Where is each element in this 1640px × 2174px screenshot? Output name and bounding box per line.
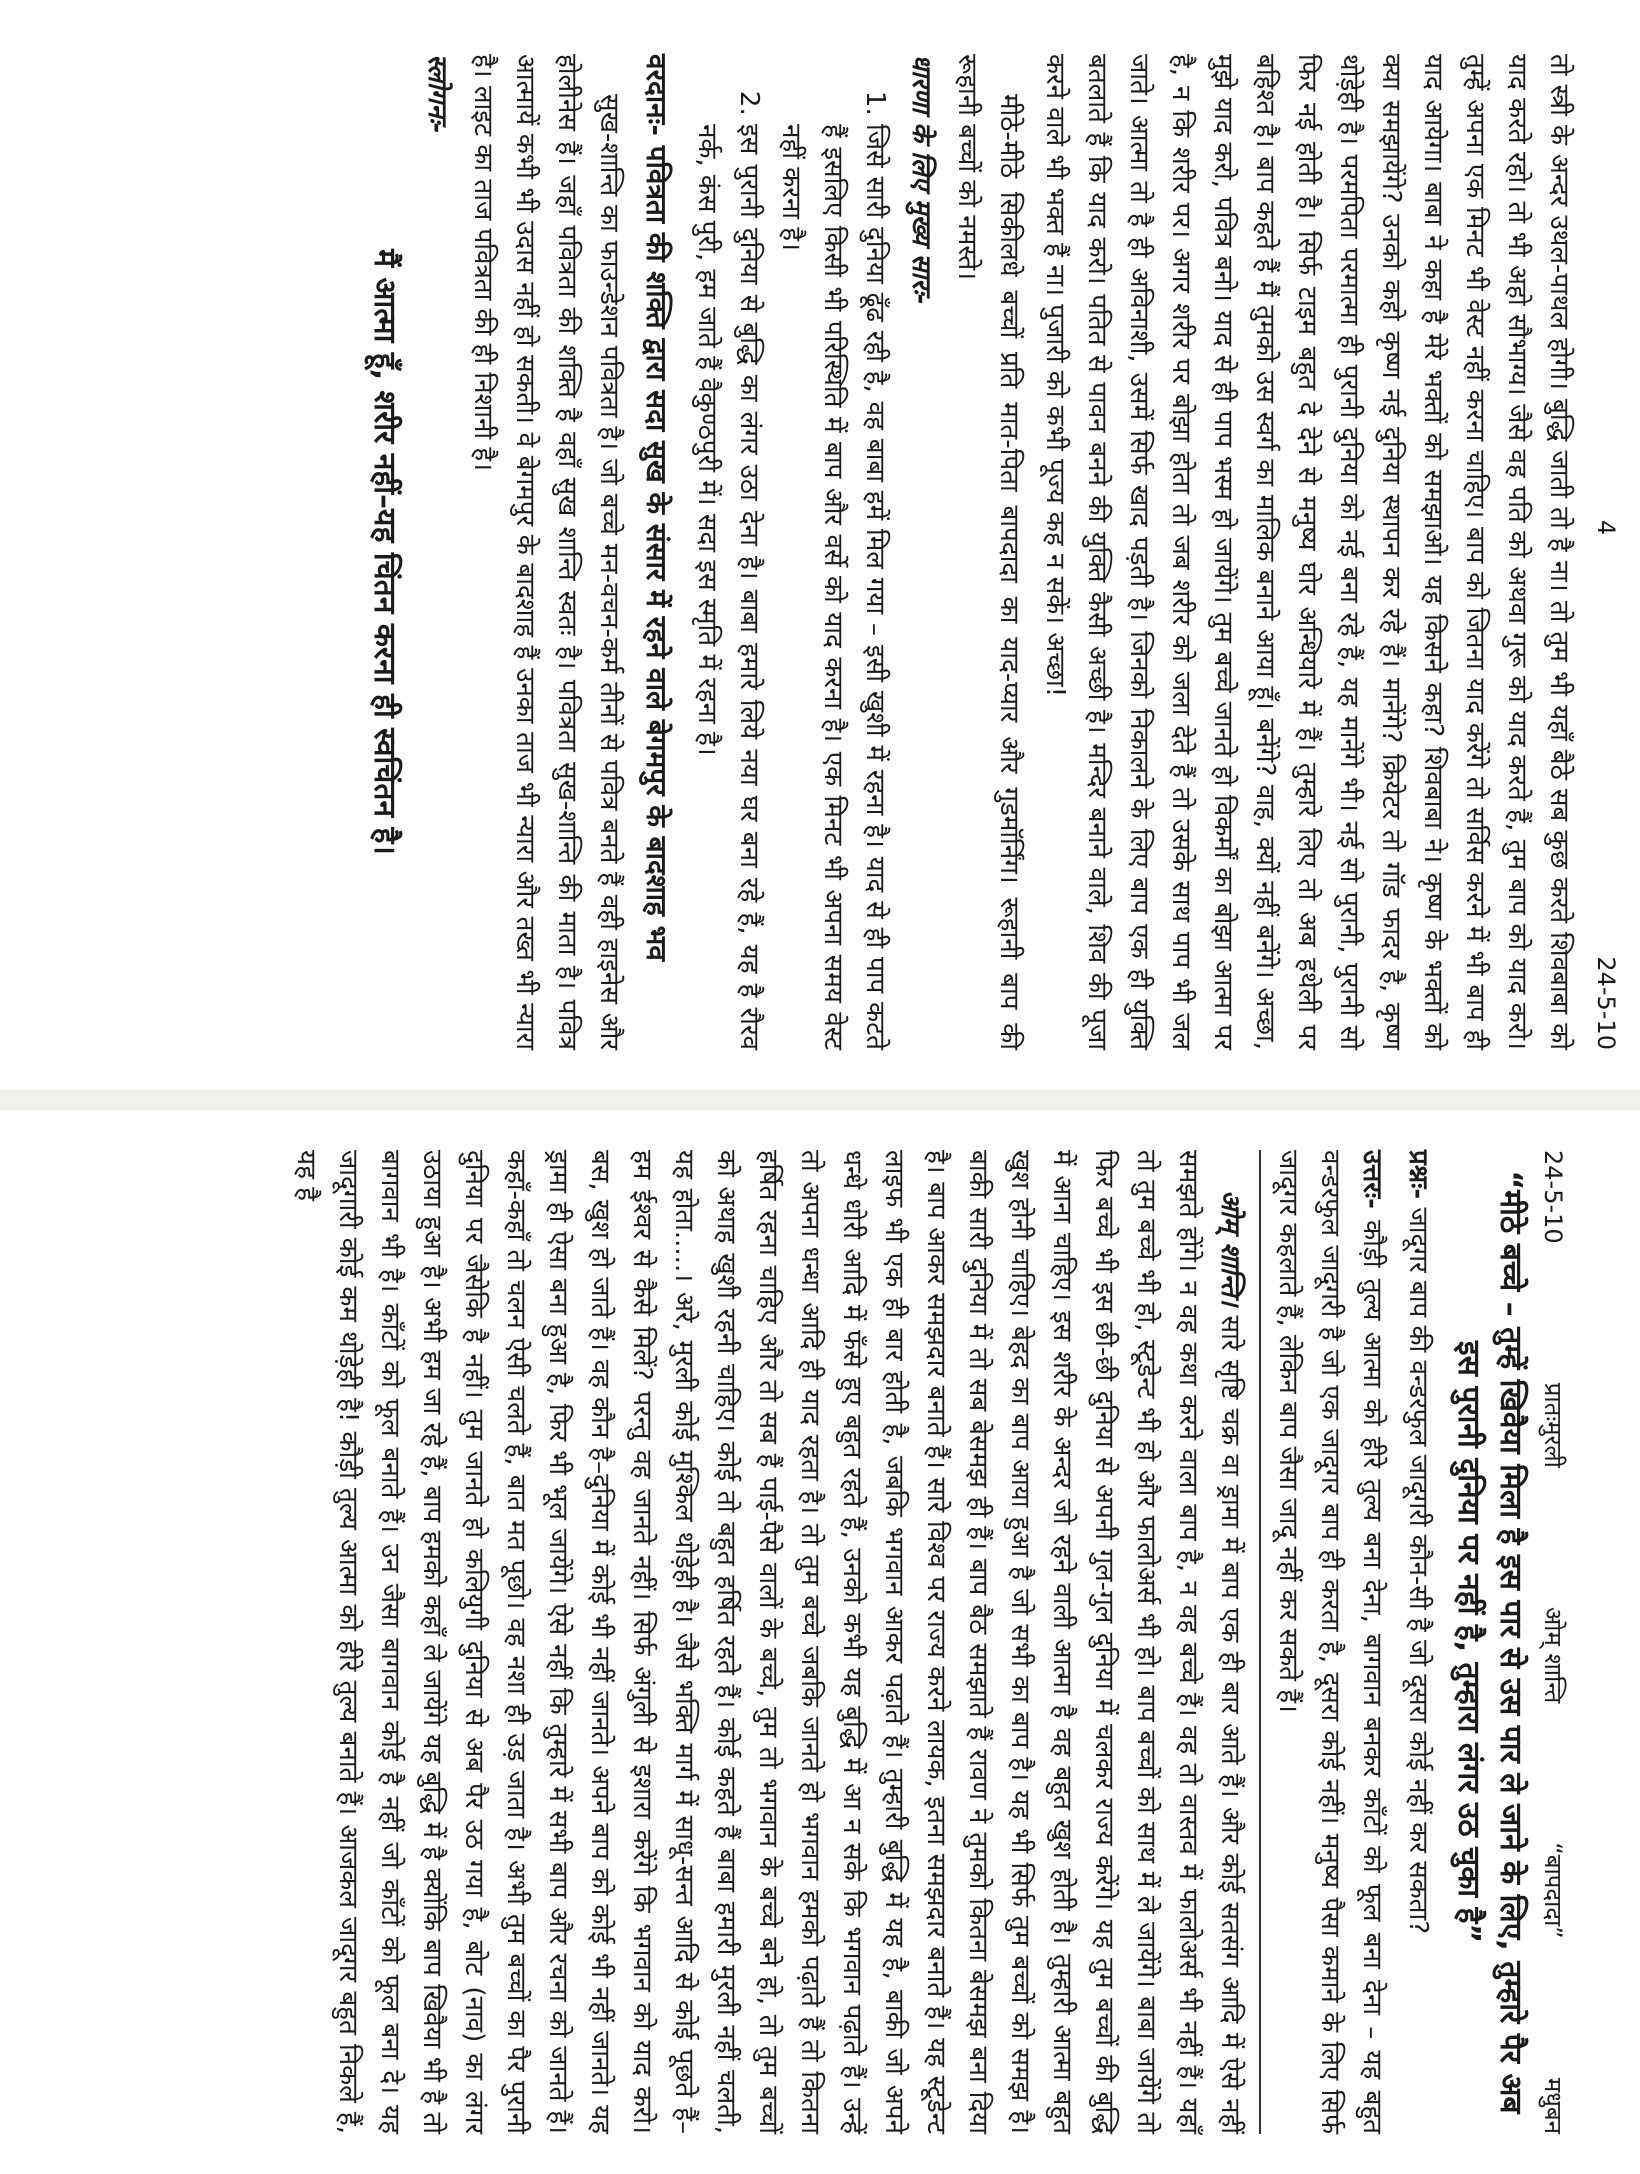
page-date: 24-5-10 [1592, 956, 1620, 1050]
question-text: जादूगर बाप की वन्डरफुल जादूगरी कौन-सी है जो दूसरा कोई नहीं कर सकता? [1403, 1207, 1433, 1934]
vardan-heading [634, 54, 678, 1050]
murli-body [285, 1150, 1251, 2134]
dharna-heading: धारणा के लिए मुख्य सारः- [906, 54, 936, 305]
dharna-point: 1. जिसे सारी दुनिया ढूँढ रही है, वह बाबा हमें मिल गया – इसी खुशी में रहना है। याद से ही पाप कटते हैं इसलिए किसी भी परिस्थिति में बाप और वर्से को याद करना है। एक मिनट भी अपना समय वेस्ट नहीं करना है। [770, 124, 896, 1050]
vardan-text: सुख-शान्ति का फाउन्डेशन पवित्रता है। जो बच्चे मन-वचन-कर्म तीनों से पवित्र बनते हैं वही हाइनेस और होलीनेस हैं। जहाँ पवित्रता की शक्ति है वहाँ सुख शान्ति स्वतः है। पवित्रता सुख-शान्ति की माता है। पवित्र आत्मायें कभी भी उदास नहीं हो सकती। वे बेगमपुर के बादशाह हैं उनका ताज भी न्यारा और तख्त भी न्यारा है। लाइट का ताज पवित्रता की ही निशानी है। [468, 54, 624, 1050]
vardan-label: वरदानः- [640, 54, 673, 136]
murli-title: “मीठे बच्चे – तुम्हें खिवैया मिला है इस पार से उस पार ले जाने के लिए, तुम्हारे पैर अब इस पुरानी दुनिया पर नहीं है, तुम्हारा लंगर उठ चुका है” [1451, 1170, 1528, 2114]
answer [1267, 1150, 1393, 2134]
murli-greeting: ओम् शान्ति [1539, 1606, 1567, 1704]
answer-label: उत्तरः- [1357, 1150, 1387, 1209]
slogan-text: मैं आत्मा हूँ, शरीर नहीं–यह चिंतन करना ही स्वचिंतन है। [367, 249, 402, 855]
murli-page [0, 1110, 1640, 2174]
vardan-title: पवित्रता की शक्ति द्वारा सदा सुख के संसार में रहने वाले बेगमपुर के बादशाह भव [640, 145, 673, 961]
page-number: 4 [1592, 520, 1620, 536]
question-label: प्रश्नः- [1403, 1150, 1433, 1200]
murli-type: प्रातःमुरली [1539, 1382, 1567, 1468]
murli-speaker: “बापदादा” [1539, 1842, 1567, 1939]
divider [1259, 1150, 1261, 2134]
dharna-list [686, 54, 896, 1050]
question [1397, 1150, 1439, 2134]
paragraph-continuation: तो स्त्री के अन्दर उथल-पाथल होगी। बुद्धि जाती तो है ना। तो तुम भी यहाँ बैठे सब कुछ करते शिवबाबा को याद करते रहो। तो भी अहो सौभाग्य। जैसे वह पति को अथवा गुरू को याद करते हैं, तुम बाप को याद करो। तुम्हें अपना एक मिनट भी वेस्ट नहीं करना चाहिए। बाप को जितना याद करेंगे तो सर्विस करने में भी बाप ही याद आयेगा। बाबा ने कहा है मेरे भक्तों को समझाओ। यह किसने कहा? शिवबाबा ने। कृष्ण के भक्तों को क्या समझायेंगे? उनको कहो कृष्ण नई दुनिया स्थापन कर रहे हैं। मानेंगे? क्रियेटर तो गॉड फादर है, कृष्ण थोड़ेही है। परमपिता परमात्मा ही पुरानी दुनिया को नई बना रहे हैं, यह मानेंगे भी। नई सो पुरानी, पुरानी सो फिर नई होती है। सिर्फ टाइम बहुत दे देने से मनुष्य घोर अन्धियारे में हैं। तुम्हारे लिए तो अब हथेली पर बहिश्त है। बाप कहते हैं मैं तुमको उस स्वर्ग का मालिक बनाने आया हूँ। बनेंगे? वाह, क्यों नहीं बनेंगे। अच्छा, मुझे याद करो, पवित्र बनो। याद से ही पाप भस्म हो जायेंगे। तुम बच्चे जानते हो विकर्मों का बोझा आत्मा पर है, न कि शरीर पर। अगर शरीर पर बोझा होता तो जब शरीर को जला देते हैं तो उसके साथ पाप भी जल जाते। आत्मा तो है ही अविनाशी, उसमें सिर्फ खाद पड़ती है। जिनको निकालने के लिए बाप एक ही युक्ति बतलाते हैं कि याद करो। पतित से पावन बनने की युक्ति कैसी अच्छी है। मन्दिर बनाने वाले, शिव की पूजा करने वाले भी भक्त हैं ना। पुजारी को कभी पूज्य कह न सकें। अच्छा! [1040, 54, 1574, 1050]
answer-text: कौड़ी तुल्य आत्मा को हीरे तुल्य बना देना, बागवान बनकर काँटों को फूल बना देना – यह बहुत वन्डरफुल जादूगरी है जो एक जादूगर बाप ही करता है, दूसरा कोई नहीं। मनुष्य पैसा कमाने के लिए सिर्फ जादूगर कहलाते हैं, लेकिन बाप जैसा जादू नहीं कर सकते हैं। [1273, 1150, 1387, 2134]
intro-label: ओम् शान्ति। [1215, 1190, 1245, 1307]
paragraph-greeting: मीठे-मीठे सिकीलधे बच्चों प्रति मात-पिता बापदादा का याद-प्यार और गुडमॉर्निंग। रूहानी बाप की रूहानी बच्चों को नमस्ते। [952, 54, 1024, 1050]
murli-date: 24-5-10 [1539, 1150, 1567, 1244]
murli-place: मधुबन [1539, 2077, 1567, 2134]
slogan-label: स्लोगनः- [422, 54, 452, 134]
murli-paragraph: सारे सृष्टि चक्र वा ड्रामा में बाप एक ही बार आते हैं। और कोई सतसंग आदि में ऐसे नहीं समझते होंगे। न वह कथा करने वाला बाप है, न वह बच्चे हैं। वह तो वास्तव में फालोअर्स भी नहीं हैं। यहाँ तो तुम बच्चे भी हो, स्टूडेन्ट भी हो और फालोअर्स भी हो। बाप बच्चों को साथ में ले जायेंगे। बाबा जायेंगे तो फिर बच्चे भी इस छी-छी दुनिया से अपनी गुल-गुल दुनिया में चलकर राज्य करेंगे। यह तुम बच्चों की बुद्धि में आना चाहिए। इस शरीर के अन्दर जो रहने वाली आत्मा है वह बहुत खुश होती है। तुम्हारी आत्मा बहुत खुश होनी चाहिए। बेहद का बाप आया हुआ है जो सभी का बाप है। यह भी सिर्फ तुम बच्चों को समझ है। बाकी सारी दुनिया में तो सब बेसमझ ही हैं। बाप बैठ समझाते हैं रावण ने तुमको कितना बेसमझ बना दिया है। बाप आकर समझदार बनाते हैं। सारे विश्व पर राज्य करने लायक, इतना समझदार बनाते हैं। यह स्टूडेन्ट लाइफ भी एक ही बार होती है, जबकि भगवान आकर पढ़ाते हैं। तुम्हारी बुद्धि में यह है, बाकी जो अपने धन्धे धोरी आदि में फँसे हुए बहुत रहते हैं, उनको कभी यह बुद्धि में आ न सके कि भगवान पढ़ाते हैं। उन्हें तो अपना धन्धा आदि ही याद रहता है। तो तुम बच्चे जबकि जानते हो भगवान हमको पढ़ाते हैं तो कितना हर्षित रहना चाहिए और तो सब हैं पाई-पैसे वालों के बच्चे, तुम तो भगवान के बच्चे बने हो, तो तुम बच्चों को अथाह खुशी रहनी चाहिए। कोई तो बहुत हर्षित रहते हैं। कोई कहते हैं बाबा हमारी मुरली नहीं चलती, यह होता.....। अरे, मुरली कोई मुश्किल थोड़ेही है। जैसे भक्ति मार्ग में साधू-सन्त आदि से कोई पूछते हैं–हम ईश्वर से कैसे मिलें? परन्तु वह जानते नहीं। सिर्फ अंगुली से इशारा करेंगे कि भगवान को याद करो। बस, खुश हो जाते हैं। वह कौन है–दुनिया में कोई भी नहीं जानते। अपने बाप को कोई भी नहीं जानते। यह ड्रामा ही ऐसा बना हुआ है, फिर भी भूल जायेंगे। ऐसे नहीं कि तुम्हारे में सभी बाप और रचना को जानते हैं। कहाँ-कहाँ तो चलन ऐसी चलते हैं, बात मत पूछो। वह नशा ही उड़ जाता है। अभी तुम बच्चों का पैर पुरानी दुनिया पर जैसेकि है नहीं। तुम जानते हो कलियुगी दुनिया से अब पैर उठ गया है, बोट (नाव) का लंगर उठाया हुआ है। अभी हम जा रहे हैं, बाप हमको कहाँ ले जायेंगे यह बुद्धि में है क्योंकि बाप खिवैया भी है तो बागवान भी है। काँटों को फूल बनाते हैं। उन जैसा बागवान कोई है नहीं जो काँटों को फूल बना दे। यह जादूगारी कोई कम थोड़ेही है! कौड़ी तुल्य आत्मा को हीरे तुल्य बनाते हैं। आजकल जादूगर बहुत निकले हैं, यह है [291, 1150, 1245, 2135]
murli-header [1537, 1150, 1570, 2134]
page-gutter [0, 1090, 1640, 1110]
dharna-point: 2. इस पुरानी दुनिया से बुद्धि का लंगर उठा देना है। बाबा हमारे लिये नया घर बना रहे हैं, यह है रौरव नर्क, कंस पुरी, हम जाते हैं वैकुण्ठपुरी में। सदा इस स्मृति में रहना है। [686, 124, 770, 1050]
